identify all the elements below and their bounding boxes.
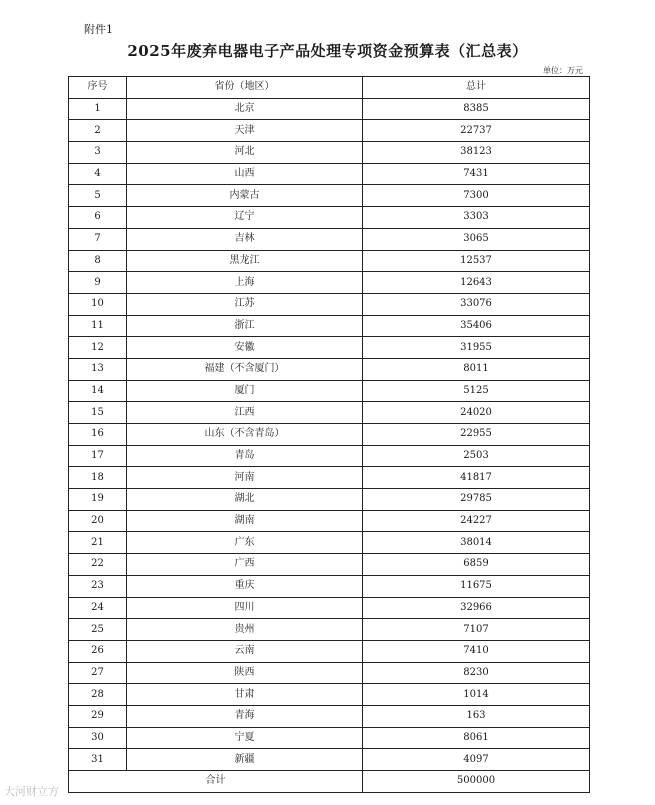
table-row (69, 662, 590, 684)
row-total: 8230 (363, 662, 590, 684)
table-row (69, 250, 590, 272)
table-row (69, 640, 590, 662)
row-index: 13 (69, 358, 127, 380)
row-index: 3 (69, 142, 127, 164)
table-row (69, 207, 590, 229)
table-row (69, 619, 590, 641)
row-province: 山东（不含青岛） (127, 424, 363, 446)
row-index: 29 (69, 705, 127, 727)
row-total: 163 (363, 705, 590, 727)
row-index: 18 (69, 467, 127, 489)
table-row (69, 142, 590, 164)
table-row (69, 489, 590, 511)
table-row (69, 293, 590, 315)
row-total: 38123 (363, 142, 590, 164)
row-total: 7107 (363, 619, 590, 641)
row-province: 安徽 (127, 337, 363, 359)
row-total: 7410 (363, 640, 590, 662)
table-row (69, 163, 590, 185)
row-province: 宁夏 (127, 727, 363, 749)
row-province: 新疆 (127, 749, 363, 771)
column-header-index: 序号 (69, 77, 127, 99)
table-row (69, 315, 590, 337)
row-total: 24227 (363, 510, 590, 532)
row-total: 41817 (363, 467, 590, 489)
row-index: 25 (69, 619, 127, 641)
row-total: 24020 (363, 402, 590, 424)
table-row (69, 467, 590, 489)
row-total: 29785 (363, 489, 590, 511)
row-index: 8 (69, 250, 127, 272)
row-total: 12537 (363, 250, 590, 272)
row-index: 1 (69, 98, 127, 120)
row-province: 湖北 (127, 489, 363, 511)
table-row (69, 228, 590, 250)
total-label: 合计 (69, 771, 363, 793)
row-province: 吉林 (127, 228, 363, 250)
row-total: 8011 (363, 358, 590, 380)
table-row (69, 532, 590, 554)
row-index: 11 (69, 315, 127, 337)
row-province: 上海 (127, 272, 363, 294)
table-body (69, 98, 590, 770)
row-province: 云南 (127, 640, 363, 662)
row-province: 河北 (127, 142, 363, 164)
row-total: 3303 (363, 207, 590, 229)
row-index: 16 (69, 424, 127, 446)
row-index: 31 (69, 749, 127, 771)
column-header-total: 总计 (363, 77, 590, 99)
row-province: 浙江 (127, 315, 363, 337)
table-row (69, 120, 590, 142)
row-index: 9 (69, 272, 127, 294)
row-province: 贵州 (127, 619, 363, 641)
row-province: 青岛 (127, 445, 363, 467)
row-province: 河南 (127, 467, 363, 489)
table-row (69, 424, 590, 446)
table-row (69, 727, 590, 749)
row-total: 35406 (363, 315, 590, 337)
row-index: 23 (69, 575, 127, 597)
row-total: 1014 (363, 684, 590, 706)
table-row (69, 684, 590, 706)
row-total: 38014 (363, 532, 590, 554)
row-province: 天津 (127, 120, 363, 142)
row-province: 厦门 (127, 380, 363, 402)
row-index: 10 (69, 293, 127, 315)
table-row (69, 402, 590, 424)
table-row (69, 380, 590, 402)
row-province: 重庆 (127, 575, 363, 597)
unit-label: 单位：万元 (543, 66, 583, 75)
row-province: 广东 (127, 532, 363, 554)
row-total: 4097 (363, 749, 590, 771)
row-province: 江苏 (127, 293, 363, 315)
row-total: 8061 (363, 727, 590, 749)
row-index: 2 (69, 120, 127, 142)
table-row (69, 510, 590, 532)
table-header-row (69, 77, 590, 99)
table-row (69, 185, 590, 207)
row-province: 北京 (127, 98, 363, 120)
row-province: 福建（不含厦门） (127, 358, 363, 380)
row-total: 32966 (363, 597, 590, 619)
table-row (69, 597, 590, 619)
row-index: 27 (69, 662, 127, 684)
table-row (69, 358, 590, 380)
row-total: 7300 (363, 185, 590, 207)
row-index: 19 (69, 489, 127, 511)
row-province: 辽宁 (127, 207, 363, 229)
table-row (69, 705, 590, 727)
table-row (69, 575, 590, 597)
row-total: 5125 (363, 380, 590, 402)
row-province: 青海 (127, 705, 363, 727)
row-index: 6 (69, 207, 127, 229)
row-province: 山西 (127, 163, 363, 185)
budget-table (68, 76, 590, 793)
row-province: 江西 (127, 402, 363, 424)
row-total: 6859 (363, 554, 590, 576)
table-row (69, 337, 590, 359)
row-province: 广西 (127, 554, 363, 576)
row-province: 黑龙江 (127, 250, 363, 272)
watermark-text: 大河财立方 (4, 785, 59, 798)
table-row (69, 749, 590, 771)
row-index: 12 (69, 337, 127, 359)
row-total: 2503 (363, 445, 590, 467)
row-province: 内蒙古 (127, 185, 363, 207)
table-row (69, 445, 590, 467)
attachment-label: 附件1 (84, 23, 113, 36)
row-index: 5 (69, 185, 127, 207)
row-total: 7431 (363, 163, 590, 185)
row-index: 7 (69, 228, 127, 250)
row-index: 28 (69, 684, 127, 706)
row-total: 31955 (363, 337, 590, 359)
row-index: 14 (69, 380, 127, 402)
row-index: 4 (69, 163, 127, 185)
row-total: 22737 (363, 120, 590, 142)
total-row (69, 771, 590, 793)
column-header-province: 省份（地区） (127, 77, 363, 99)
row-province: 湖南 (127, 510, 363, 532)
row-index: 17 (69, 445, 127, 467)
row-province: 甘肃 (127, 684, 363, 706)
row-index: 22 (69, 554, 127, 576)
row-index: 15 (69, 402, 127, 424)
row-total: 11675 (363, 575, 590, 597)
document-title: 2025年废弃电器电子产品处理专项资金预算表（汇总表） (127, 42, 528, 60)
row-total: 12643 (363, 272, 590, 294)
table-row (69, 272, 590, 294)
row-total: 3065 (363, 228, 590, 250)
row-index: 24 (69, 597, 127, 619)
total-value: 500000 (363, 771, 590, 793)
row-total: 8385 (363, 98, 590, 120)
row-total: 22955 (363, 424, 590, 446)
table-row (69, 554, 590, 576)
row-province: 四川 (127, 597, 363, 619)
row-total: 33076 (363, 293, 590, 315)
row-index: 21 (69, 532, 127, 554)
row-index: 30 (69, 727, 127, 749)
row-province: 陕西 (127, 662, 363, 684)
table-row (69, 98, 590, 120)
row-index: 26 (69, 640, 127, 662)
row-index: 20 (69, 510, 127, 532)
